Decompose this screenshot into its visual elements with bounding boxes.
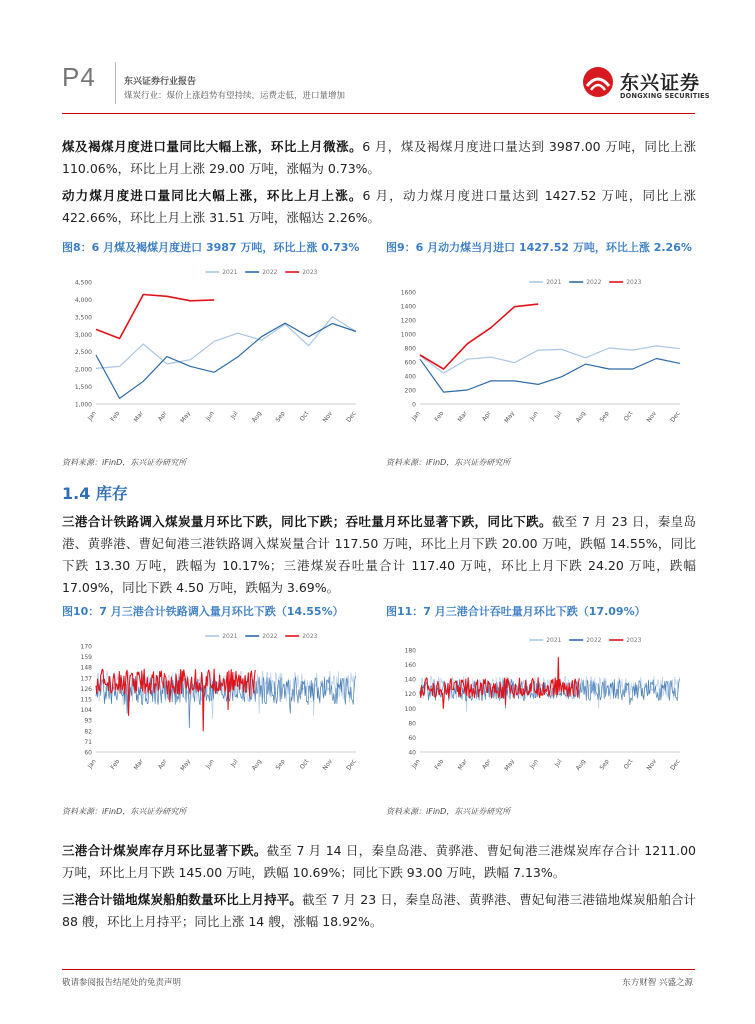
y-tick-label: 60 [84, 749, 92, 757]
x-tick-label: Jan [86, 410, 98, 422]
y-tick-label: 71 [84, 738, 92, 746]
legend-label-2022: 2022 [586, 279, 602, 287]
x-tick-label: May [503, 758, 517, 773]
figure-9-chart [386, 272, 686, 440]
y-tick-label: 3,500 [74, 314, 92, 322]
x-tick-label: Jan [410, 410, 422, 422]
paragraph-port-rail-throughput [62, 511, 696, 599]
y-tick-label: 1400 [400, 303, 416, 311]
x-tick-label: Aug [250, 758, 264, 772]
legend-label-2022: 2022 [262, 269, 278, 277]
paragraph-body: 6 月，动力煤月度进口量达到 1427.52 万吨，同比上涨 422.66%，环比上月上涨 31.51 万吨，涨幅达 2.26%。 [62, 188, 696, 225]
y-tick-label: 60 [408, 734, 416, 742]
footer-disclaimer: 敬请参阅报告结尾处的免责声明 [62, 978, 182, 988]
report-subtitle: 煤炭行业：煤价上涨趋势有望持续，运费走低，进口量增加 [124, 91, 346, 101]
x-tick-label: Mar [456, 410, 469, 424]
logo-text-cn: 东兴证券 [620, 72, 701, 94]
paragraph-body: 6 月，煤及褐煤月度进口量达到 3987.00 万吨，同比上涨 110.06%，环比上月上涨 29.00 万吨，涨幅为 0.73%。 [62, 139, 696, 176]
x-tick-label: Dec [345, 410, 358, 424]
y-tick-label: 600 [404, 359, 416, 367]
y-tick-label: 93 [84, 717, 92, 725]
paragraph-body: 截至 7 月 14 日，秦皇岛港、黄骅港、曹妃甸港三港煤炭库存合计 1211.00 万吨，环比上月下跌 145.00 万吨，跌幅 10.69%；同比下跌 93.00 万吨，跌幅 7.13%。 [62, 843, 696, 880]
x-tick-label: Dec [669, 410, 682, 424]
y-tick-label: 170 [80, 643, 92, 651]
figure-11-source: 资料来源：iFinD，东兴证券研究所 [386, 807, 511, 816]
x-tick-label: Apr [480, 758, 493, 771]
x-tick-label: Oct [298, 758, 311, 771]
x-tick-label: Feb [109, 410, 122, 423]
x-tick-label: Feb [109, 758, 122, 771]
legend-label-2021: 2021 [222, 269, 238, 277]
y-tick-label: 100 [404, 705, 416, 713]
x-tick-label: Nov [321, 758, 335, 772]
x-tick-label: Oct [298, 410, 311, 423]
y-tick-label: 40 [408, 749, 416, 757]
y-tick-label: 160 [404, 662, 416, 670]
paragraph-lead: 三港合计铁路调入煤炭量月环比下跌，同比下跌；吞吐量月环比显著下跌，同比下跌。 [62, 514, 552, 529]
x-tick-label: Nov [645, 410, 659, 424]
header-rule [62, 113, 695, 114]
x-tick-label: Jul [229, 410, 240, 421]
x-tick-label: May [179, 410, 193, 425]
y-tick-label: 104 [80, 707, 92, 715]
x-tick-label: Mar [456, 758, 469, 772]
x-tick-label: Mar [132, 758, 145, 772]
series-line-2021 [96, 317, 356, 369]
legend-label-2021: 2021 [546, 279, 562, 287]
paragraph-lead: 三港合计锚地煤炭船舶数量环比上月持平。 [62, 892, 303, 907]
doc-type: 东兴证券行业报告 [124, 77, 197, 87]
x-tick-label: Jan [410, 758, 422, 770]
figure-11-title: 图11：7 月三港合计吞吐量月环比下跌（17.09%） [386, 605, 646, 618]
x-tick-label: May [179, 758, 193, 773]
x-tick-label: Mar [132, 410, 145, 424]
figure-10-title: 图10：7 月三港合计铁路调入量月环比下跌（14.55%） [62, 605, 344, 618]
paragraph-lead: 煤及褐煤月度进口量同比大幅上涨，环比上月微涨。 [62, 139, 363, 154]
series-line-2021 [420, 346, 680, 373]
dongxing-logo-icon [582, 66, 614, 98]
x-tick-label: Jun [528, 410, 540, 422]
x-tick-label: Jul [229, 758, 240, 769]
legend-label-2023: 2023 [626, 637, 642, 645]
x-tick-label: Jun [204, 758, 216, 770]
x-tick-label: Sep [274, 410, 287, 424]
x-tick-label: Sep [274, 758, 287, 772]
x-tick-label: Apr [156, 758, 169, 771]
x-tick-label: Aug [574, 410, 588, 424]
legend-label-2022: 2022 [586, 637, 602, 645]
legend-label-2023: 2023 [302, 633, 318, 641]
x-tick-label: Oct [622, 758, 635, 771]
y-tick-label: 115 [80, 696, 92, 704]
y-tick-label: 2,000 [74, 366, 92, 374]
paragraph-body: 截至 7 月 23 日，秦皇岛港、黄骅港、曹妃甸港三港锚地煤炭船舶合计 88 艘，环比上月持平；同比上涨 14 艘，涨幅 18.92%。 [62, 892, 696, 929]
x-tick-label: Jun [528, 758, 540, 770]
y-tick-label: 126 [80, 685, 92, 693]
paragraph-thermal-imports [62, 185, 696, 229]
figure-8-title: 图8：6 月煤及褐煤月度进口 3987 万吨，环比上涨 0.73% [62, 241, 360, 254]
y-tick-label: 180 [404, 647, 416, 655]
x-tick-label: Aug [574, 758, 588, 772]
y-tick-label: 159 [80, 654, 92, 662]
logo-text-en: DONGXING SECURITIES [620, 92, 710, 100]
y-tick-label: 0 [412, 401, 416, 409]
figure-9-title: 图9：6 月动力煤当月进口 1427.52 万吨，环比上涨 2.26% [386, 241, 692, 254]
y-tick-label: 82 [84, 728, 92, 736]
series-line-2023 [96, 295, 214, 339]
y-tick-label: 400 [404, 373, 416, 381]
x-tick-label: May [503, 410, 517, 425]
paragraph-body: 截至 7 月 23 日，秦皇岛港、黄骅港、曹妃甸港三港铁路调入煤炭量合计 117.50 万吨，环比上月下跌 20.00 万吨，跌幅 14.55%，同比下跌 13.30 万吨，跌幅为 10.17%；三港煤炭吞吐量合计 117.40 万吨，环比上月下跌 24.20 万吨，跌幅 17.09%，同比下跌 4.50 万吨，跌幅为 3.69%。 [62, 514, 696, 595]
y-tick-label: 1000 [400, 331, 416, 339]
y-tick-label: 1,000 [74, 401, 92, 409]
x-tick-label: Apr [480, 410, 493, 423]
x-tick-label: Jan [86, 758, 98, 770]
paragraph-port-inventory [62, 840, 696, 884]
y-tick-label: 140 [404, 676, 416, 684]
x-tick-label: Jul [553, 410, 564, 421]
footer-slogan: 东方财智 兴盛之源 [622, 978, 693, 988]
x-tick-label: Feb [433, 758, 446, 771]
figure-11-chart [386, 630, 686, 788]
x-tick-label: Nov [645, 758, 659, 772]
y-tick-label: 137 [80, 675, 92, 683]
paragraph-lignite-imports [62, 136, 696, 180]
y-tick-label: 800 [404, 345, 416, 353]
x-tick-label: Aug [250, 410, 264, 424]
x-tick-label: Dec [345, 758, 358, 772]
paragraph-anchorage-ships [62, 889, 696, 933]
y-tick-label: 1200 [400, 317, 416, 325]
figure-9-source: 资料来源：iFinD，东兴证券研究所 [386, 458, 511, 467]
series-line-2022 [96, 323, 356, 398]
y-tick-label: 3,000 [74, 331, 92, 339]
x-tick-label: Sep [598, 758, 611, 772]
figure-8-chart [62, 262, 362, 440]
section-title-inventory: 1.4 库存 [62, 484, 128, 503]
x-tick-label: Oct [622, 410, 635, 423]
y-tick-label: 4,500 [74, 279, 92, 287]
legend-label-2021: 2021 [222, 633, 238, 641]
x-tick-label: Nov [321, 410, 335, 424]
y-tick-label: 1600 [400, 289, 416, 297]
page-label: P4 [62, 62, 96, 92]
footer-rule [62, 969, 695, 970]
figure-10-chart [62, 626, 362, 788]
paragraph-lead: 动力煤月度进口量同比大幅上涨，环比上月上涨。 [62, 188, 363, 203]
y-tick-label: 1,500 [74, 384, 92, 392]
y-tick-label: 200 [404, 387, 416, 395]
figure-8-source: 资料来源：iFinD，东兴证券研究所 [62, 458, 187, 467]
y-tick-label: 4,000 [74, 296, 92, 304]
header-divider [115, 62, 116, 104]
legend-label-2021: 2021 [546, 637, 562, 645]
y-tick-label: 2,500 [74, 349, 92, 357]
legend-label-2023: 2023 [302, 269, 318, 277]
x-tick-label: Jul [553, 758, 564, 769]
legend-label-2022: 2022 [262, 633, 278, 641]
y-tick-label: 120 [404, 691, 416, 699]
figure-10-source: 资料来源：iFinD，东兴证券研究所 [62, 807, 187, 816]
x-tick-label: Dec [669, 758, 682, 772]
x-tick-label: Sep [598, 410, 611, 424]
paragraph-lead: 三港合计煤炭库存月环比显著下跌。 [62, 843, 267, 858]
x-tick-label: Feb [433, 410, 446, 423]
x-tick-label: Apr [156, 410, 169, 423]
legend-label-2023: 2023 [626, 279, 642, 287]
x-tick-label: Jun [204, 410, 216, 422]
y-tick-label: 148 [80, 664, 92, 672]
y-tick-label: 80 [408, 720, 416, 728]
